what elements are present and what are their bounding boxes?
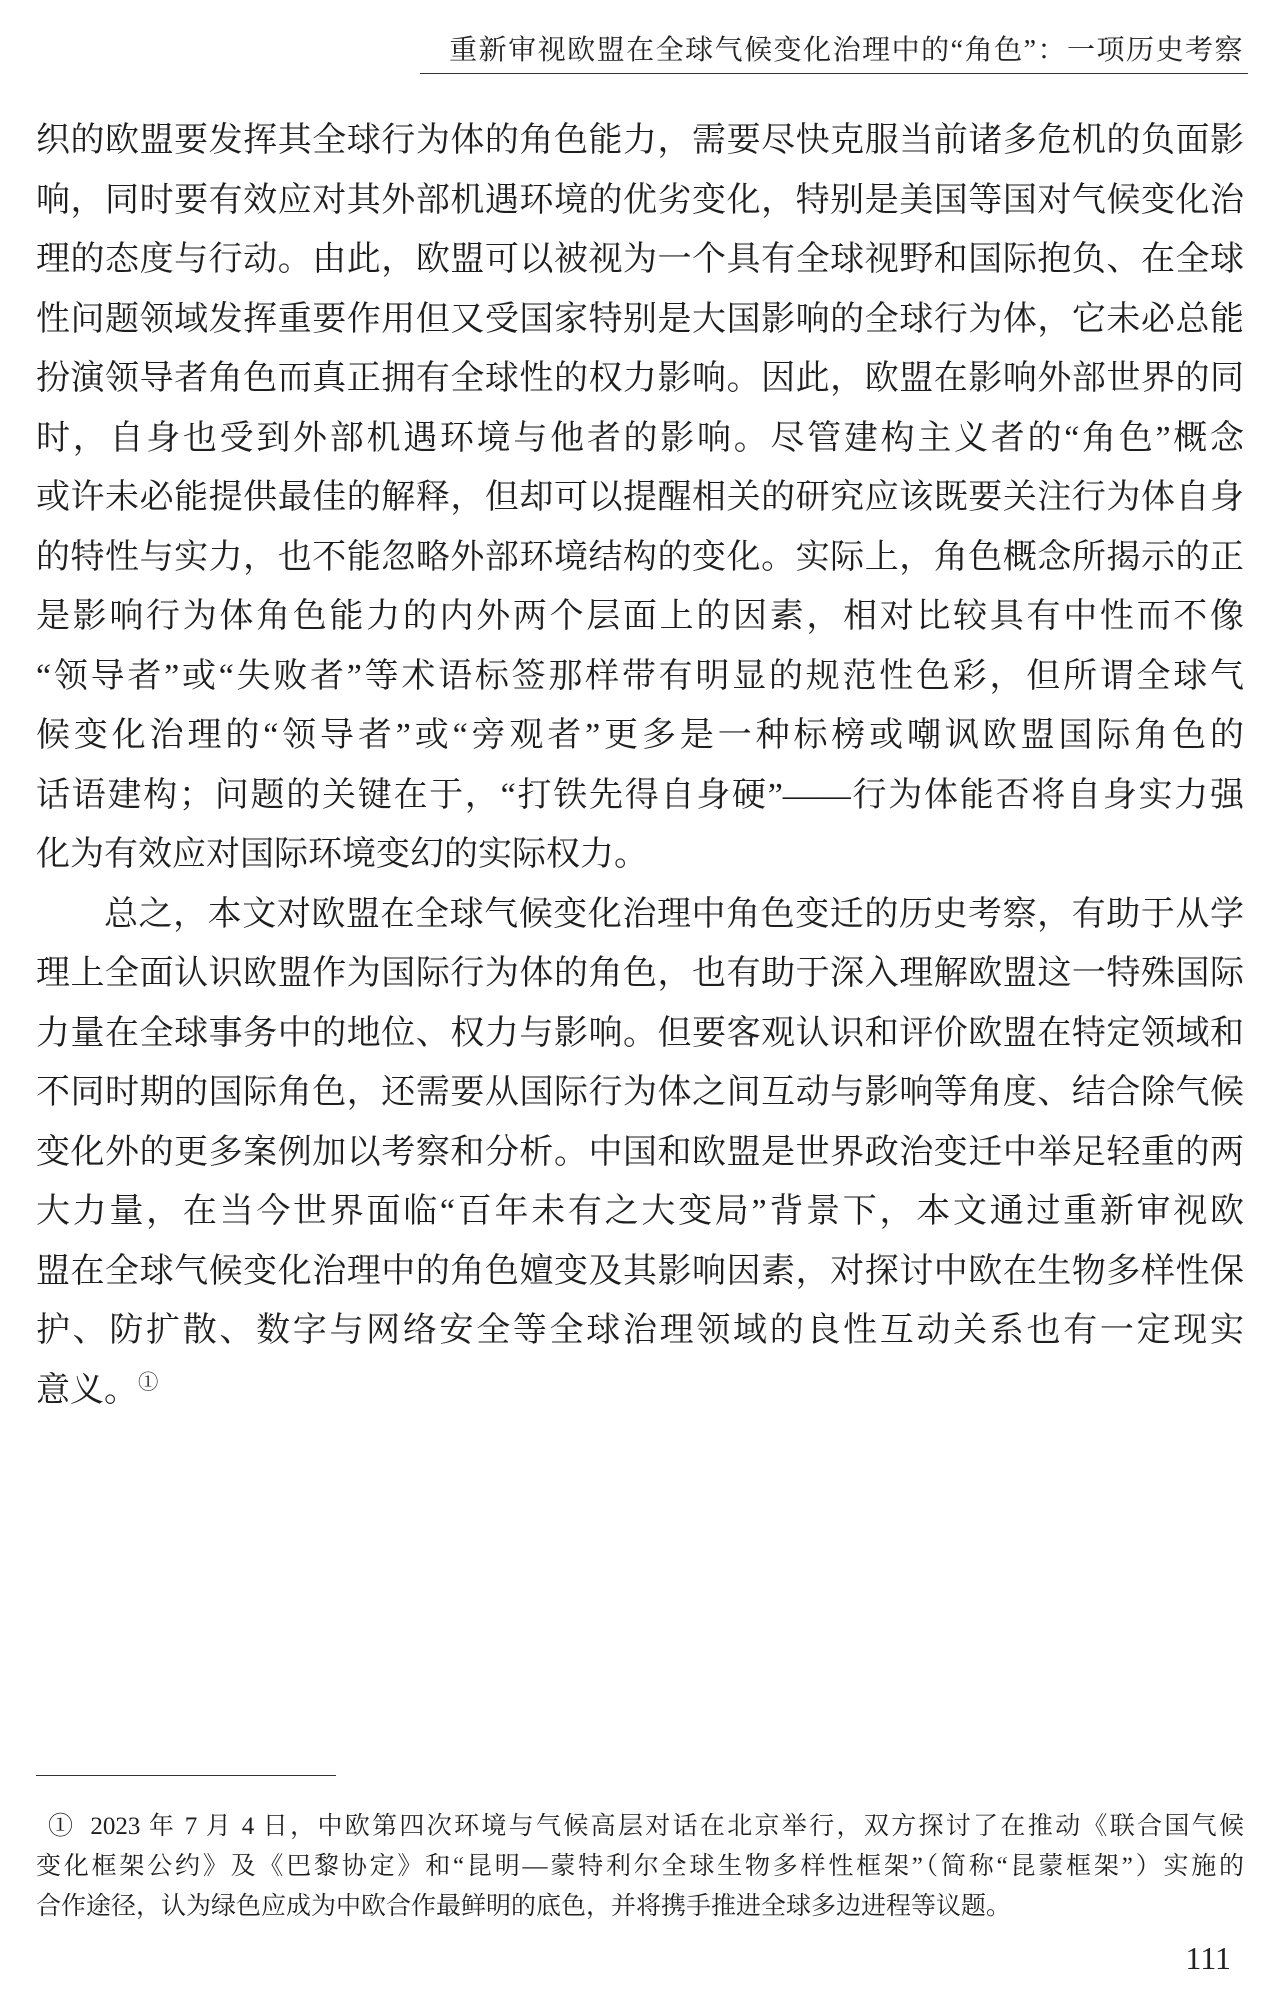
body-line: 大力量，在当今世界面临“百年未有之大变局”背景下，本文通过重新审视欧	[36, 1193, 1244, 1230]
body-line: 不同时期的国际角色，还需要从国际行为体之间互动与影响等角度、结合除气候	[36, 1074, 1244, 1111]
footnote-ref: ①	[138, 1371, 159, 1394]
body-line: 护、防扩散、数字与网络安全等全球治理领域的良性互动关系也有一定现实	[36, 1312, 1244, 1349]
body-text	[36, 111, 1244, 1420]
footnote-line: 变化框架公约》及《巴黎协定》和“昆明—蒙特利尔全球生物多样性框架”（简称“昆蒙框架”）实施的	[36, 1853, 1244, 1880]
body-line: 时，自身也受到外部机遇环境与他者的影响。尽管建构主义者的“角色”概念	[36, 419, 1244, 457]
body-line: 是影响行为体角色能力的内外两个层面上的因素，相对比较具有中性而不像	[36, 598, 1244, 635]
body-line: 扮演领导者角色而真正拥有全球性的权力影响。因此，欧盟在影响外部世界的同	[36, 360, 1244, 397]
footnote-line-text: 2023 年 7 月 4 日，中欧第四次环境与气候高层对话在北京举行，双方探讨了在推动《联合国气候	[90, 1813, 1244, 1840]
body-line: 话语建构；问题的关键在于，“打铁先得自身硬”——行为体能否将自身实力强	[36, 776, 1244, 814]
body-line: “领导者”或“失败者”等术语标签那样带有明显的规范性色彩，但所谓全球气	[36, 657, 1244, 695]
body-line: 力量在全球事务中的地位、权力与影响。但要客观认识和评价欧盟在特定领域和	[36, 1014, 1244, 1052]
body-line: 理上全面认识欧盟作为国际行为体的角色，也有助于深入理解欧盟这一特殊国际	[36, 955, 1244, 992]
page-number: 111	[1185, 1940, 1231, 1976]
body-line: 响，同时要有效应对其外部机遇环境的优劣变化，特别是美国等国对气候变化治	[36, 181, 1244, 219]
body-line: 总之，本文对欧盟在全球气候变化治理中角色变迁的历史考察，有助于从学	[104, 895, 1244, 933]
body-line: 性问题领域发挥重要作用但又受国家特别是大国影响的全球行为体，它未必总能	[36, 300, 1244, 338]
body-line: 或许未必能提供最佳的解释，但却可以提醒相关的研究应该既要关注行为体自身	[36, 479, 1244, 516]
body-line: 盟在全球气候变化治理中的角色嬗变及其影响因素，对探讨中欧在生物多样性保	[36, 1252, 1244, 1290]
body-line: 的特性与实力，也不能忽略外部环境结构的变化。实际上，角色概念所揭示的正	[36, 538, 1244, 576]
body-line: 变化外的更多案例加以考察和分析。中国和欧盟是世界政治变迁中举足轻重的两	[36, 1133, 1244, 1171]
footnote-separator	[36, 1775, 336, 1776]
footnote-line: 合作途径，认为绿色应成为中欧合作最鲜明的底色，并将携手推进全球多边进程等议题。	[36, 1893, 1012, 1920]
body-line: 织的欧盟要发挥其全球行为体的角色能力，需要尽快克服当前诸多危机的负面影	[36, 122, 1244, 159]
header-rule	[420, 73, 1248, 74]
body-line: 候变化治理的“领导者”或“旁观者”更多是一种标榜或嘲讽欧盟国际角色的	[36, 717, 1244, 754]
footnote-marker: ①	[48, 1813, 76, 1840]
footnote	[36, 1807, 1244, 1927]
paragraph	[36, 885, 1244, 1421]
body-line: 化为有效应对国际环境变幻的实际权力。	[36, 836, 648, 873]
body-line-text: 意义。	[36, 1371, 138, 1409]
paragraph	[36, 111, 1244, 885]
body-line: 理的态度与行动。由此，欧盟可以被视为一个具有全球视野和国际抱负、在全球	[36, 241, 1244, 278]
footnote-line	[36, 1807, 1244, 1847]
running-header: 重新审视欧盟在全球气候变化治理中的“角色”：一项历史考察	[449, 35, 1244, 66]
body-line	[36, 1361, 1244, 1421]
